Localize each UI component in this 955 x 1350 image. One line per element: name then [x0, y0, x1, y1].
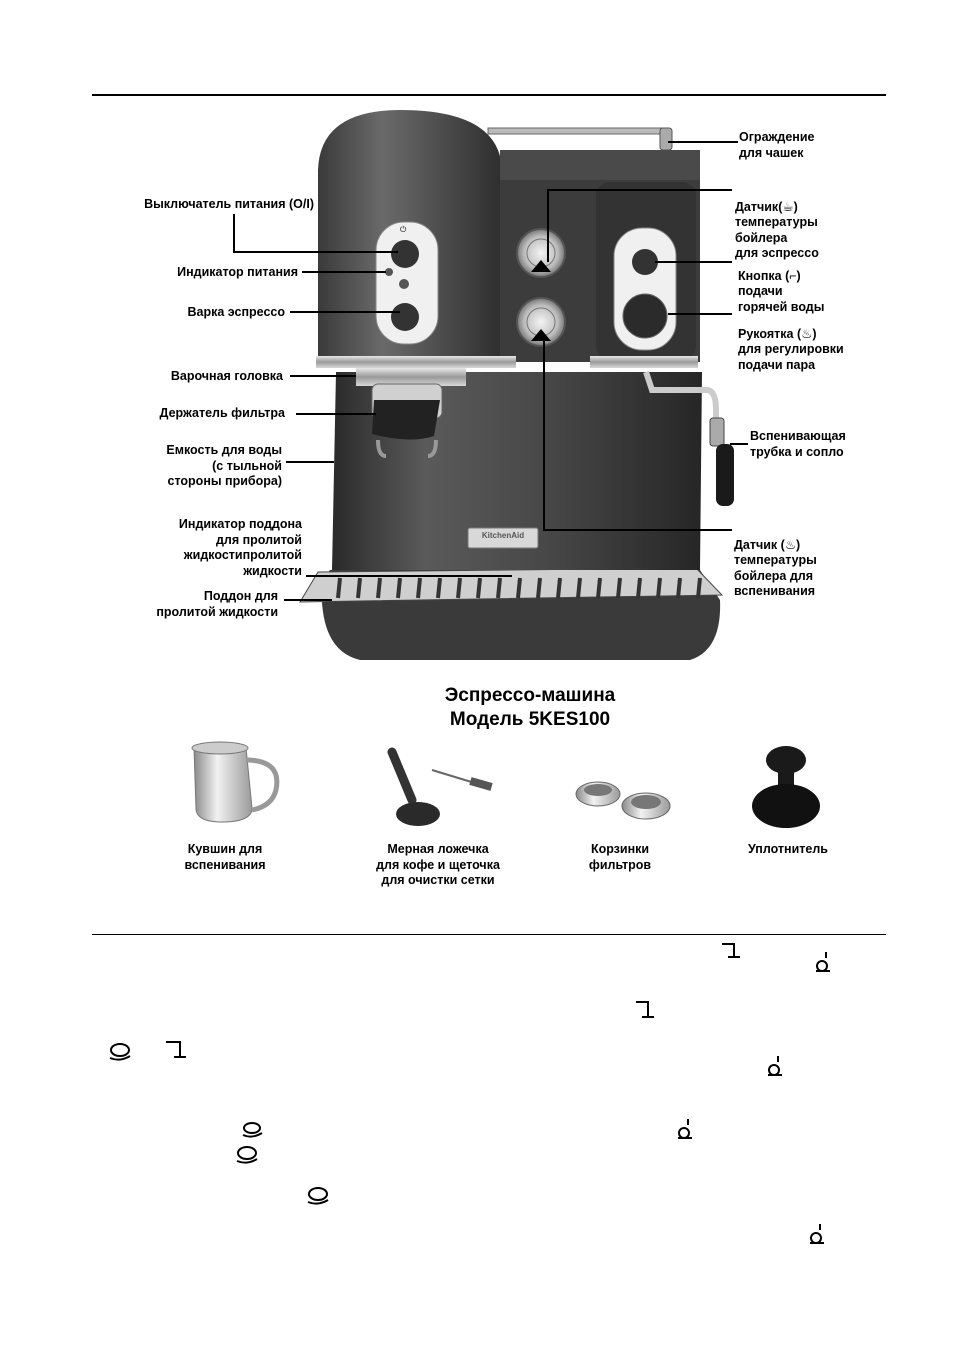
accessory-label-pitcher: Кувшин для вспенивания [184, 842, 266, 872]
accessory-label-baskets: Корзинки фильтров [588, 842, 652, 872]
label-steam-gauge [734, 522, 874, 600]
label-espresso-gauge-part2: ) температуры бойлера для эспрессо [735, 199, 819, 260]
cup-icon [308, 1188, 328, 1204]
steam-icon: (♨ [780, 537, 797, 552]
steam-icon [768, 1056, 782, 1075]
brand-badge: KitchenAid [481, 531, 525, 540]
cup-icon [237, 1147, 257, 1163]
accessory-label-tamper: Уплотнитель [747, 842, 828, 856]
label-portafilter: Держатель фильтра [159, 406, 285, 420]
steam-icon [816, 952, 830, 971]
label-frothing-wand: Вспенивающая трубка и сопло [750, 429, 846, 459]
label-power-indicator: Индикатор питания [177, 265, 298, 279]
label-steam-gauge-part2: ) температуры бойлера для вспенивания [734, 537, 817, 598]
accessory-label-scoop: Мерная ложечка для кофе и щеточка для очистки сетки [376, 842, 500, 887]
label-hot-water-button [738, 253, 868, 315]
hot-water-icon [636, 1002, 654, 1017]
label-cup-guard: Ограждение для чашек [739, 130, 815, 160]
label-steam-knob [738, 311, 878, 373]
label-hot-water-part2: ) подачи горячей воды [738, 268, 825, 314]
page-title: Эспрессо-машина Модель 5KES100 [444, 685, 616, 730]
label-water-tank: Емкость для воды (с тыльной стороны прибора) [166, 443, 282, 488]
hot-water-icon [722, 944, 740, 957]
label-espresso-gauge [735, 184, 865, 262]
steam-icon [678, 1119, 692, 1138]
cup-icon [243, 1123, 262, 1137]
label-espresso-brew: Варка эспрессо [187, 305, 285, 319]
svg-text:⏻: ⏻ [400, 225, 407, 234]
label-power-switch: Выключатель питания (O/I) [144, 197, 314, 211]
steam-icon [810, 1224, 824, 1243]
label-steam-gauge-part1: Датчик [734, 537, 778, 552]
label-drip-indicator: Индикатор поддона для пролитой жидкостипролитой жидкости [178, 517, 302, 578]
label-espresso-gauge-part1: Датчик [735, 199, 779, 214]
label-drip-tray: Поддон для пролитой жидкости [156, 589, 278, 619]
label-hot-water-part1: Кнопка [738, 268, 782, 283]
label-steam-knob-part2: ) для регулировки подачи пара [738, 326, 844, 372]
cup-icon [110, 1044, 130, 1060]
hot-water-icon [166, 1042, 186, 1057]
steam-icon: (♨ [796, 326, 813, 341]
label-brew-head: Варочная головка [170, 369, 283, 383]
cup-icon: (☕ [778, 199, 794, 214]
label-steam-knob-part1: Рукоятка [738, 326, 794, 341]
hot-water-icon: (⌐ [785, 268, 797, 283]
